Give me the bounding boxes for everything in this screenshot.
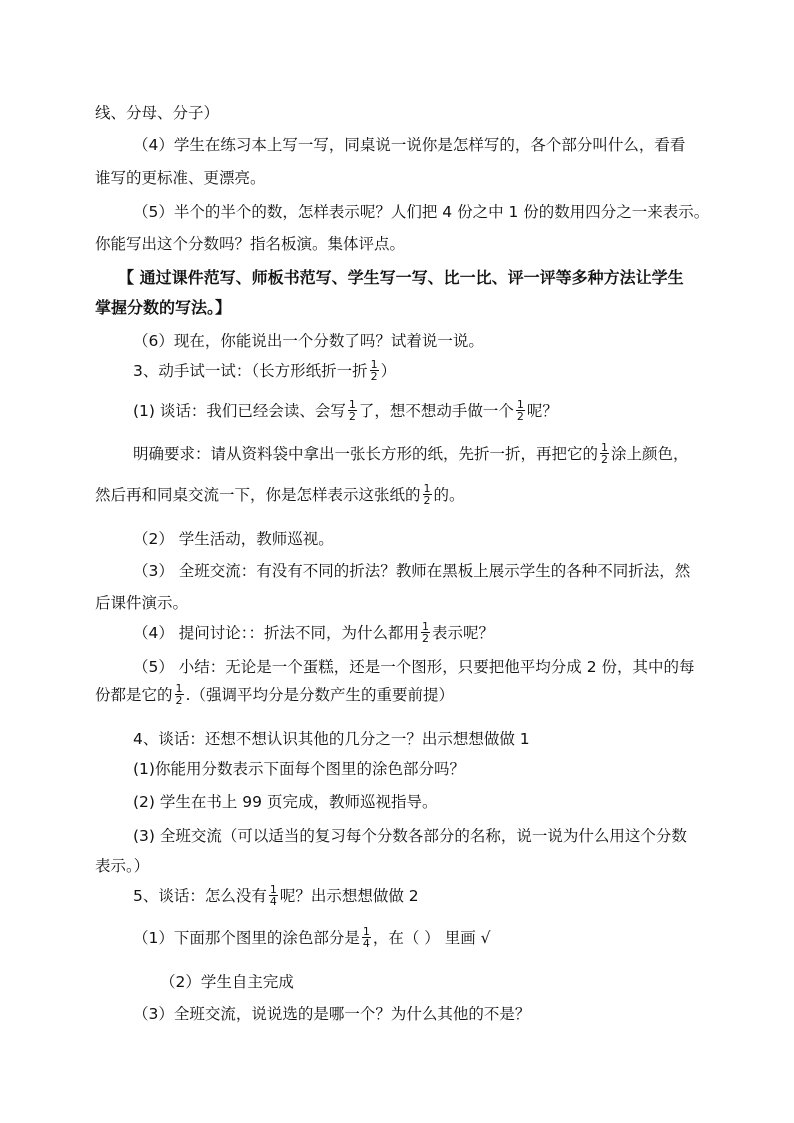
text-segment: 5、谈话：怎么没有 bbox=[133, 887, 267, 905]
fraction-numerator: 1 bbox=[601, 441, 609, 454]
fraction bbox=[175, 683, 184, 706]
fraction-denominator: 2 bbox=[348, 410, 356, 423]
fraction-numerator: 1 bbox=[516, 398, 524, 411]
text-segment: 线、分母、分子） bbox=[95, 104, 220, 122]
text-segment: （3）全班交流，说说选的是哪一个？为什么其他的不是？ bbox=[133, 1005, 531, 1023]
text-line bbox=[118, 268, 684, 288]
fraction-denominator: 2 bbox=[175, 694, 183, 707]
text-segment: 涂上颜色， bbox=[611, 445, 689, 463]
text-line bbox=[95, 593, 188, 613]
text-segment: .（强调平均分是分数产生的重要前提） bbox=[185, 686, 454, 704]
text-segment: 呢？出示想想做做 2 bbox=[279, 887, 419, 905]
text-line bbox=[133, 729, 530, 749]
fraction bbox=[348, 399, 357, 422]
text-segment: 明确要求：请从资料袋中拿出一张长方形的纸，先折一折，再把它的 bbox=[133, 445, 599, 463]
text-segment: 3、动手试一试：（长方形纸折一折 bbox=[133, 362, 368, 380]
text-line bbox=[95, 856, 149, 876]
text-line bbox=[133, 622, 494, 645]
fraction-numerator: 1 bbox=[423, 482, 431, 495]
text-segment: （4）学生在练习本上写一写，同桌说一说你是怎样写的，各个部分叫什么，看看 bbox=[133, 136, 686, 154]
text-line bbox=[133, 529, 334, 549]
text-line bbox=[133, 826, 687, 846]
text-line bbox=[95, 484, 465, 507]
text-segment: 谁写的更标准、更漂亮。 bbox=[95, 169, 266, 187]
text-segment: （3） 全班交流：有没有不同的折法？教师在黑板上展示学生的各种不同折法，然 bbox=[133, 562, 691, 580]
text-segment: （4） 提问讨论：：折法不同，为什么都用 bbox=[133, 624, 420, 642]
text-segment: 份都是它的 bbox=[95, 686, 173, 704]
fraction-denominator: 2 bbox=[516, 410, 524, 423]
fraction bbox=[362, 926, 371, 949]
text-segment: 4、谈话：还想不想认识其他的几分之一？出示想想做做 1 bbox=[133, 730, 530, 748]
fraction bbox=[516, 399, 525, 422]
fraction-denominator: 2 bbox=[423, 494, 431, 507]
text-line bbox=[133, 1004, 530, 1024]
text-line bbox=[133, 927, 491, 950]
text-segment: (1)你能用分数表示下面每个图里的涂色部分吗？ bbox=[133, 760, 465, 778]
text-line bbox=[133, 759, 465, 779]
fraction-numerator: 1 bbox=[370, 358, 378, 371]
text-line bbox=[95, 103, 219, 123]
fraction bbox=[269, 884, 278, 907]
fraction-numerator: 1 bbox=[175, 682, 183, 695]
text-segment: 表示。） bbox=[95, 857, 150, 875]
fraction bbox=[370, 359, 379, 382]
text-segment: 后课件演示。 bbox=[95, 594, 189, 612]
text-segment: （5）半个的半个的数，怎样表示呢？人们把 4 份之中 1 份的数用四分之一来表示。 bbox=[133, 203, 710, 221]
text-segment: 的。 bbox=[433, 486, 465, 504]
text-line bbox=[133, 561, 690, 581]
text-line bbox=[133, 657, 695, 677]
text-segment: ，在（ ） 里画 √ bbox=[372, 929, 491, 947]
fraction-denominator: 2 bbox=[422, 632, 430, 645]
text-segment: 呢？ bbox=[526, 402, 558, 420]
text-line bbox=[95, 234, 405, 254]
text-line bbox=[95, 168, 266, 188]
fraction-denominator: 4 bbox=[362, 937, 370, 950]
text-segment: 你能写出这个分数吗？指名板演。集体评点。 bbox=[95, 235, 406, 253]
text-line bbox=[133, 792, 437, 812]
fraction-denominator: 4 bbox=[269, 895, 277, 908]
text-segment: 然后再和同桌交流一下，你是怎样表示这张纸的 bbox=[95, 486, 421, 504]
fraction bbox=[423, 483, 432, 506]
text-segment: (2) 学生在书上 99 页完成，教师巡视指导。 bbox=[133, 793, 438, 811]
fraction-denominator: 2 bbox=[601, 453, 609, 466]
text-segment: 了，想不想动手做一个 bbox=[358, 402, 514, 420]
fraction-numerator: 1 bbox=[348, 398, 356, 411]
fraction bbox=[421, 621, 430, 644]
text-line bbox=[95, 684, 454, 707]
fraction-numerator: 1 bbox=[269, 883, 277, 896]
text-line bbox=[133, 135, 685, 155]
text-segment: （1）下面那个图里的涂色部分是 bbox=[133, 929, 360, 947]
text-line bbox=[133, 443, 689, 466]
text-line bbox=[133, 360, 396, 383]
text-segment: （6）现在，你能说出一个分数了吗？试着说一说。 bbox=[133, 332, 484, 350]
text-segment: （2） 学生活动，教师巡视。 bbox=[133, 530, 334, 548]
fraction-numerator: 1 bbox=[362, 925, 370, 938]
fraction bbox=[600, 442, 609, 465]
fraction-denominator: 2 bbox=[370, 370, 378, 383]
text-segment: ） bbox=[380, 362, 397, 380]
text-segment: （2）学生自主完成 bbox=[160, 973, 294, 991]
text-line bbox=[160, 972, 294, 992]
text-segment: 掌握分数的写法。】 bbox=[95, 298, 232, 317]
text-line bbox=[133, 202, 709, 222]
text-segment: (3) 全班交流（可以适当的复习每个分数各部分的名称，说一说为什么用这个分数 bbox=[133, 827, 687, 845]
text-line bbox=[95, 298, 231, 318]
text-segment: 表示呢？ bbox=[432, 624, 495, 642]
text-line bbox=[133, 331, 484, 351]
text-segment: (1) 谈话：我们已经会读、会写 bbox=[133, 402, 346, 420]
text-line bbox=[133, 885, 419, 908]
text-segment: 【 通过课件范写、师板书范写、学生写一写、比一比、评一评等多种方法让学生 bbox=[118, 268, 684, 287]
text-segment: （5） 小结：无论是一个蛋糕，还是一个图形，只要把他平均分成 2 份，其中的每 bbox=[133, 658, 695, 676]
fraction-numerator: 1 bbox=[422, 620, 430, 633]
text-line bbox=[133, 400, 558, 423]
